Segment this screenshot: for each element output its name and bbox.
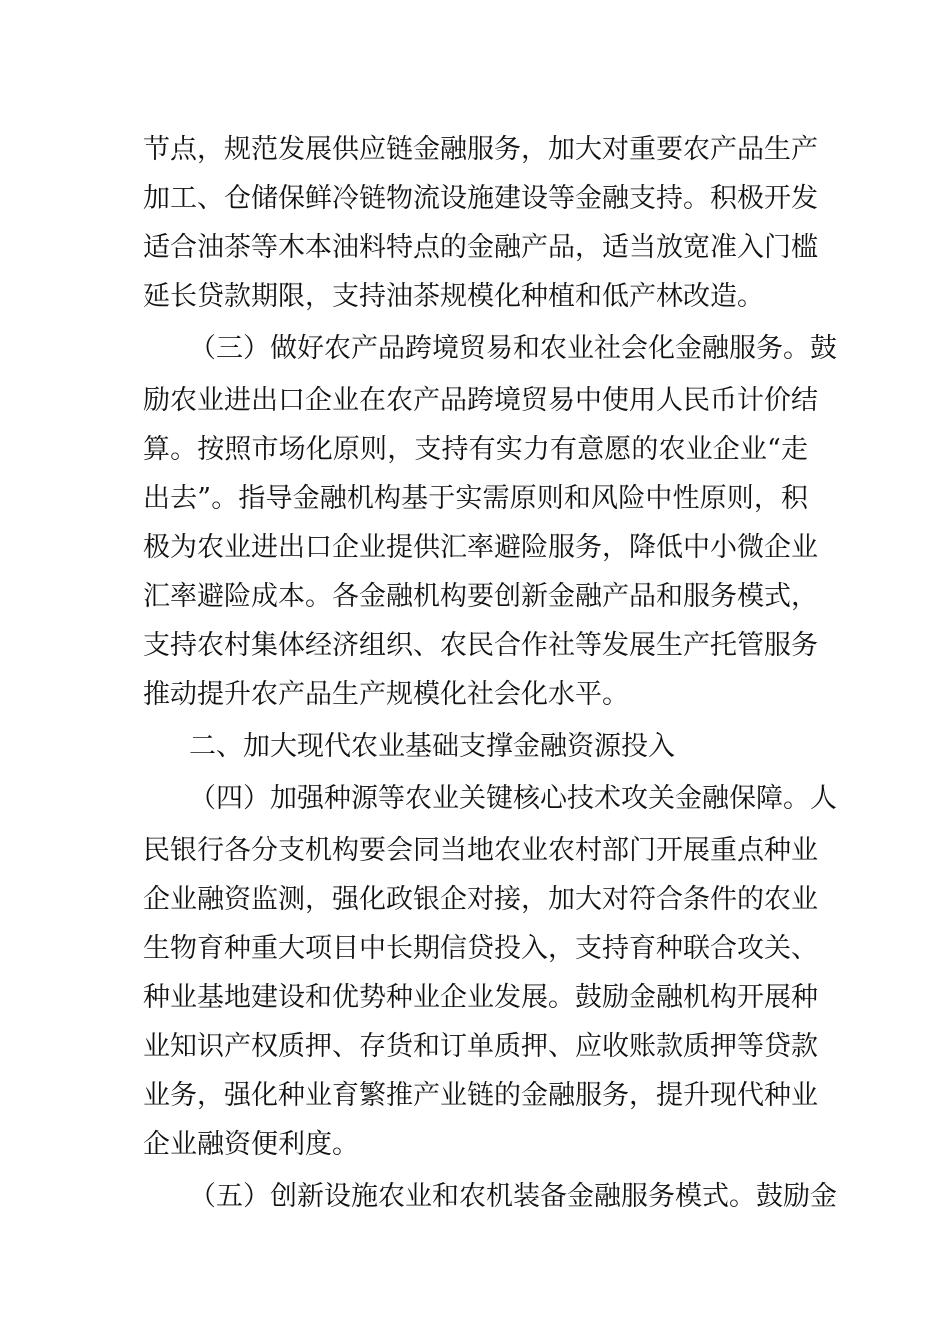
text-line: 推动提升农产品生产规模化社会化水平。 bbox=[143, 679, 629, 710]
text-line: 企业融资便利度。 bbox=[143, 1129, 359, 1160]
text-line: 种业基地建设和优势种业企业发展。鼓励金融机构开展种 bbox=[143, 982, 818, 1013]
text-line: 励农业进出口企业在农产品跨境贸易中使用人民币计价结 bbox=[143, 385, 818, 416]
text-line: 节点，规范发展供应链金融服务，加大对重要农产品生产 bbox=[143, 134, 818, 165]
text-line: 延长贷款期限，支持油茶规模化种植和低产林改造。 bbox=[143, 281, 764, 312]
section-heading-2: 二、加大现代农业基础支撑金融资源投入 bbox=[189, 731, 675, 762]
text-line: 生物育种重大项目中长期信贷投入，支持育种联合攻关、 bbox=[143, 933, 818, 964]
text-line: 企业融资监测，强化政银企对接，加大对符合条件的农业 bbox=[143, 884, 818, 915]
text-line: 适合油茶等木本油料特点的金融产品，适当放宽准入门槛 bbox=[143, 232, 818, 263]
text-line: 加工、仓储保鲜冷链物流设施建设等金融支持。积极开发 bbox=[143, 183, 818, 214]
text-line: 出去”。指导金融机构基于实需原则和风险中性原则，积 bbox=[143, 483, 808, 514]
text-line: 汇率避险成本。各金融机构要创新金融产品和服务模式， bbox=[143, 581, 818, 612]
text-line: 民银行各分支机构要会同当地农业农村部门开展重点种业 bbox=[143, 835, 818, 866]
text-line: 算。按照市场化原则，支持有实力有意愿的农业企业“走 bbox=[143, 434, 808, 465]
text-line: 支持农村集体经济组织、农民合作社等发展生产托管服务 bbox=[143, 630, 818, 661]
paragraph-heading-4: （四）加强种源等农业关键核心技术攻关金融保障。人 bbox=[189, 783, 837, 814]
text-line: 极为农业进出口企业提供汇率避险服务，降低中小微企业 bbox=[143, 532, 818, 563]
paragraph-heading-3: （三）做好农产品跨境贸易和农业社会化金融服务。鼓 bbox=[189, 333, 837, 364]
text-line: 业知识产权质押、存货和订单质押、应收账款质押等贷款 bbox=[143, 1031, 818, 1062]
paragraph-heading-5: （五）创新设施农业和农机装备金融服务模式。鼓励金 bbox=[189, 1181, 837, 1212]
text-line: 业务，强化种业育繁推产业链的金融服务，提升现代种业 bbox=[143, 1080, 818, 1111]
